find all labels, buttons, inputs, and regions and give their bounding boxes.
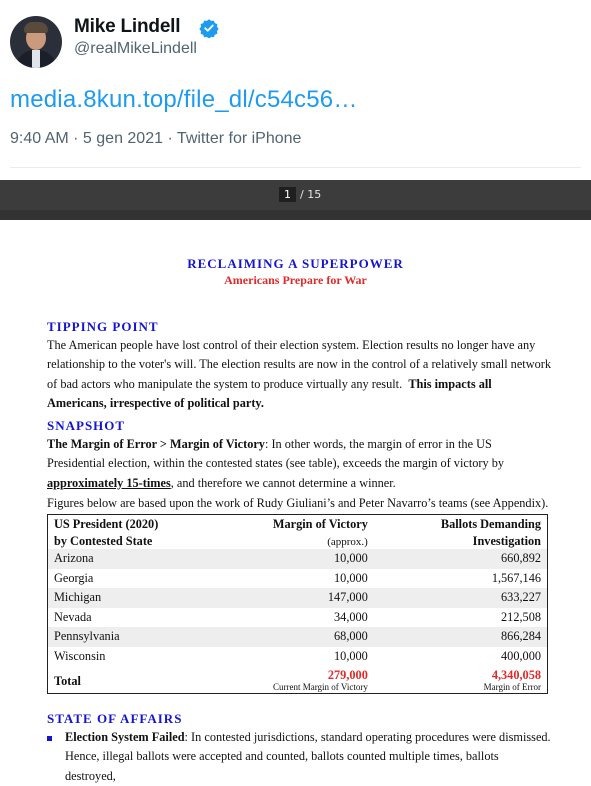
total-ballots-cell [386,666,548,694]
bullet-bold: Election System Failed [65,730,185,744]
current-page-input[interactable]: 1 [279,187,296,202]
state-cell: Arizona [48,549,216,569]
state-cell: Michigan [48,588,216,608]
tipping-point-heading: TIPPING POINT [47,319,159,334]
pdf-viewer-border [0,210,591,220]
bullet-paragraph [65,728,552,786]
tipping-point-paragraph [47,336,552,413]
snapshot-paragraph [47,435,552,493]
state-cell: Pennsylvania [48,627,216,647]
margin-cell: 68,000 [215,627,386,647]
total-margin-cell [215,666,386,694]
table-header-row [48,515,548,533]
total-ballots-value: 4,340,058 [491,668,541,682]
margin-cell: 34,000 [334,609,368,624]
verified-badge-icon [199,18,219,38]
ballots-cell: 866,284 [386,627,548,647]
table-row [48,588,548,608]
margin-cell: 10,000 [334,648,368,663]
margin-cell: 10,000 [334,570,368,585]
table-row [48,608,548,628]
user-handle[interactable]: @realMikeLindell [74,40,197,57]
snapshot-text-1: : In other words, the margin of error in the US Presidential election, within the contested states (see table), exceeds the margin of victory by [47,437,505,471]
state-of-affairs-heading: STATE OF AFFAIRS [47,711,183,726]
tipping-point-text: The American people have lost control of their election system. Election results no longer have any relationship to the voter's will. The election results are now in the control of a relatively small network of bad actors who manipulate the system to produce virtually any result. [47,338,551,391]
total-pages: / 15 [300,188,322,201]
bullet-square-icon [47,736,52,741]
table-row [48,627,548,647]
snapshot-emphasis: approximately 15-times [47,475,171,490]
snapshot-lead: The Margin of Error > Margin of Victory [47,437,265,451]
bullet-text: : In contested jurisdictions, standard operating procedures were dismissed. Hence, illegal ballots were accepted and counted, ballots counted multiple times, ballots destroyed, [65,730,551,783]
snapshot-heading: SNAPSHOT [47,418,126,433]
ballots-cell: 1,567,146 [491,570,541,585]
margin-cell: 147,000 [215,588,386,608]
media-link[interactable]: media.8kun.top/file_dl/c54c56… [10,86,358,113]
snapshot-text-2: , and therefore we cannot determine a winner. [170,475,396,490]
state-cell: Nevada [54,609,92,624]
ballots-cell: 212,508 [501,609,541,624]
table-row [48,647,548,667]
avatar-shirt [32,50,40,68]
total-ballots-note: Margin of Error [483,682,541,692]
tweet-timestamp[interactable]: 9:40 AM · 5 gen 2021 · Twitter for iPhone [10,130,302,147]
ballots-cell: 660,892 [386,549,548,569]
ballots-cell: 400,000 [501,648,541,663]
ballots-cell: 633,227 [386,588,548,608]
table-row [48,569,548,589]
table-total-row [48,666,548,694]
divider [10,167,581,168]
tweet-header [0,0,591,180]
col-state-header: US President (2020) [54,517,159,531]
page-counter [279,187,321,202]
total-label: Total [54,674,81,688]
document-page [0,220,591,783]
col-margin-header: Margin of Victory [272,517,368,531]
avatar-hair [24,22,48,33]
source-note: Figures below are based upon the work of Rudy Giuliani’s and Peter Navarro’s teams (see Appendix). [47,496,549,510]
state-cell: Wisconsin [54,648,106,663]
total-margin-note: Current Margin of Victory [272,682,368,692]
col-state-subheader: by Contested State [54,534,153,548]
bullet-item [47,728,552,786]
document-subtitle: Americans Prepare for War [224,273,367,287]
document-title: RECLAIMING A SUPERPOWER [187,256,404,271]
margin-cell: 10,000 [215,549,386,569]
table-header-row-2 [48,532,548,549]
contested-states-table [47,514,548,694]
total-margin-value: 279,000 [327,668,368,682]
col-margin-subheader: (approx.) [327,536,368,548]
col-ballots-header: Ballots Demanding [440,517,541,531]
table-row [48,549,548,569]
display-name[interactable]: Mike Lindell [74,16,181,37]
state-cell: Georgia [54,570,94,585]
tipping-point-bold: This impacts all Americans, irrespective of political party. [47,376,492,410]
avatar[interactable] [10,16,62,68]
col-ballots-subheader: Investigation [472,534,541,548]
